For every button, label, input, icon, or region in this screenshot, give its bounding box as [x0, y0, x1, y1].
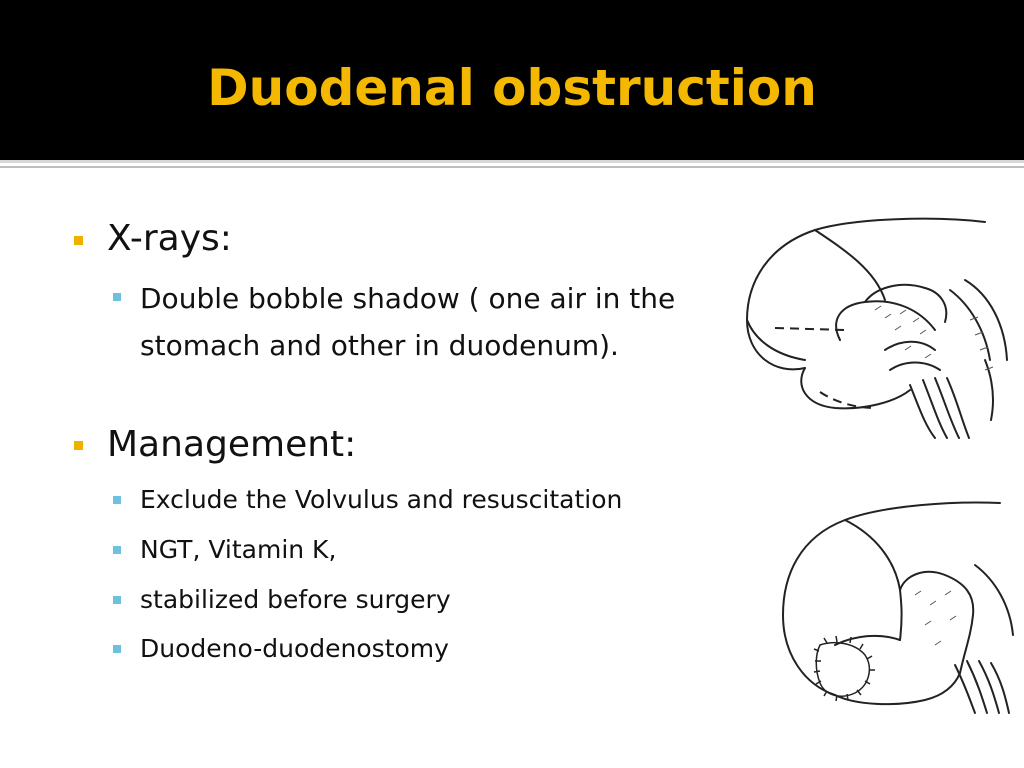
sub-bullet-square-icon: [113, 293, 121, 301]
sub-bullet-exclude-volvulus: Exclude the Volvulus and resuscitation: [140, 485, 623, 514]
bullet-square-icon: [74, 236, 83, 245]
bullet-xrays: X-rays:: [107, 218, 232, 259]
bullet-management: Management:: [107, 424, 357, 465]
stomach-duodenum-diagram-preop-icon: [735, 210, 1024, 440]
slide-title: Duodenal obstruction: [207, 59, 817, 117]
sub-bullet-square-icon: [113, 645, 121, 653]
sub-bullet-square-icon: [113, 496, 121, 504]
sub-bullet-square-icon: [113, 546, 121, 554]
sub-bullet-double-bubble: Double bobble shadow ( one air in the stomach and other in duodenum).: [140, 282, 676, 362]
sub-bullet-square-icon: [113, 596, 121, 604]
sub-bullet-ngt: NGT, Vitamin K,: [140, 535, 337, 564]
sub-bullet-duodenostomy: Duodeno-duodenostomy: [140, 634, 449, 663]
sub-bullet-stabilized: stabilized before surgery: [140, 585, 451, 614]
bullet-square-icon: [74, 441, 83, 450]
stomach-duodenum-diagram-postop-icon: [775, 495, 1024, 715]
